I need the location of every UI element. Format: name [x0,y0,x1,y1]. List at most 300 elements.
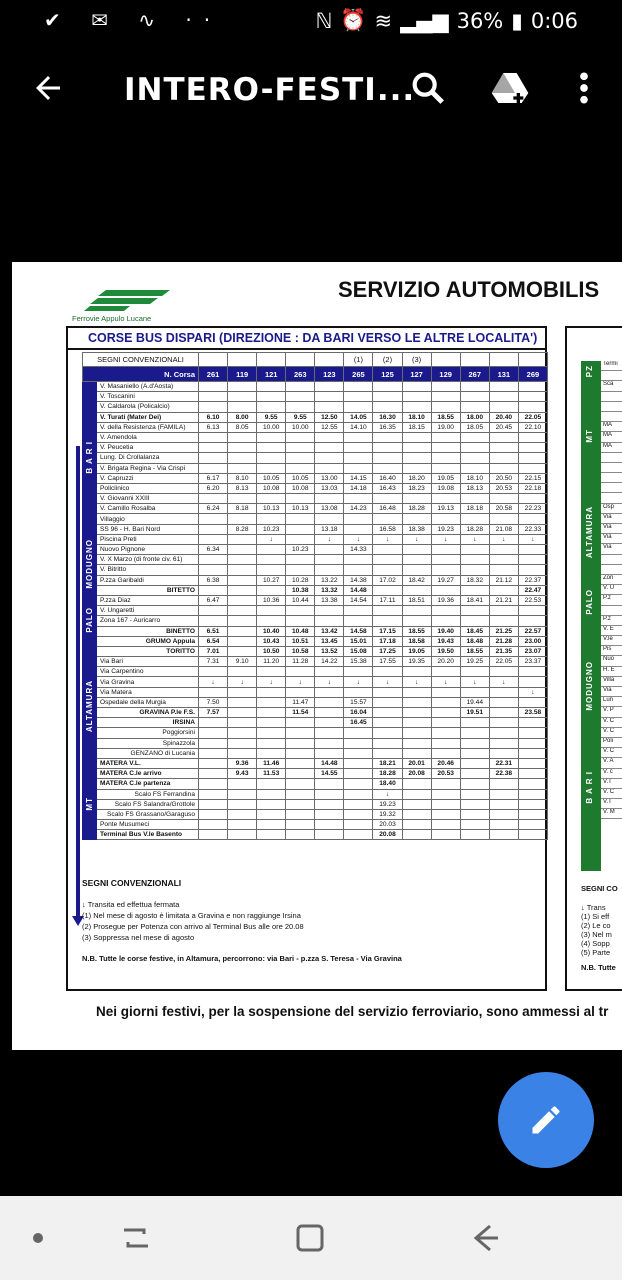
time-cell [344,555,373,565]
time-cell: 18.55 [431,412,460,422]
time-cell [344,443,373,453]
time-cell: 22.57 [518,626,547,636]
time-cell [257,606,286,616]
list-item: V. c [601,769,622,779]
corsa-number: 261 [199,367,228,382]
time-cell: 14.23 [344,504,373,514]
time-cell: 11.53 [257,769,286,779]
stop-name: Ospedale della Murgia [97,697,199,707]
time-cell: 13.42 [315,626,344,636]
timetable-panel [66,326,547,991]
time-cell [402,443,431,453]
list-item [601,606,622,616]
time-cell: 18.13 [460,483,489,493]
legend-item: ↓ Transita ed effettua fermata [82,900,180,909]
time-cell [286,606,315,616]
time-cell [228,646,257,656]
time-cell [460,718,489,728]
time-cell: 14.48 [344,585,373,595]
time-cell: ↓ [518,534,547,544]
time-cell [518,453,547,463]
time-cell [402,697,431,707]
time-cell: 19.00 [431,422,460,432]
time-cell [373,697,402,707]
table-row [83,728,548,738]
time-cell [489,738,518,748]
time-cell [286,463,315,473]
zone-cell [83,382,97,535]
search-icon[interactable] [408,68,448,108]
legend-item: (3) Nel m [581,930,612,939]
time-cell: 15.01 [344,636,373,646]
time-cell: 16.40 [373,473,402,483]
time-cell [489,697,518,707]
time-cell: 7.50 [199,697,228,707]
time-cell [199,392,228,402]
time-cell [286,789,315,799]
stop-name: SS 96 - H. Bari Nord [97,524,199,534]
time-cell [315,809,344,819]
stop-name: Scalo FS Salandra/Grottole [97,799,199,809]
stop-name: V. Caldarola (Policalcio) [97,402,199,412]
time-cell: ↓ [199,677,228,687]
time-cell [315,789,344,799]
table-row [83,758,548,768]
time-cell: 9.55 [286,412,315,422]
table-row [83,534,548,544]
time-cell: 20.20 [431,657,460,667]
stop-name: P.zza Garibaldi [97,575,199,585]
time-cell [460,738,489,748]
time-cell [344,830,373,840]
signal-icon: ▂▄▆ [400,8,449,33]
time-cell: 8.05 [228,422,257,432]
table-row [83,382,548,392]
time-cell [344,463,373,473]
time-cell [460,667,489,677]
time-cell: 22.31 [489,758,518,768]
time-cell [373,402,402,412]
time-cell: ↓ [402,677,431,687]
time-cell: 18.42 [402,575,431,585]
time-cell [228,392,257,402]
time-cell [431,402,460,412]
time-cell [344,667,373,677]
legend-item: ↓ Trans [581,903,606,912]
time-cell [286,809,315,819]
time-cell [257,453,286,463]
time-cell [257,463,286,473]
time-cell [315,402,344,412]
time-cell [402,708,431,718]
time-cell [228,402,257,412]
list-item: Osp [601,504,622,514]
zone-cell [83,738,97,789]
time-cell [286,718,315,728]
time-cell [257,789,286,799]
time-cell [257,799,286,809]
time-cell [518,758,547,768]
time-cell [431,718,460,728]
stop-name: V. Ungaretti [97,606,199,616]
time-cell [518,494,547,504]
time-cell [373,687,402,697]
time-cell [431,687,460,697]
list-item: V. A [601,758,622,768]
corsa-number: 269 [518,367,547,382]
time-cell: 19.36 [431,595,460,605]
time-cell [315,820,344,830]
time-cell [315,545,344,555]
corsa-number: 119 [228,367,257,382]
time-cell: 11.47 [286,697,315,707]
time-cell [489,789,518,799]
second-timetable-panel [565,326,622,991]
time-cell: ↓ [373,789,402,799]
zone-label: PZ [585,365,594,378]
time-cell: ↓ [402,534,431,544]
time-cell: 10.43 [257,636,286,646]
list-item: V. P [601,707,622,717]
time-cell [460,382,489,392]
list-item: Nuo [601,656,622,666]
corsa-number: 265 [344,367,373,382]
time-cell [431,565,460,575]
home-icon[interactable] [290,1218,330,1258]
time-cell [344,687,373,697]
list-item: V.T [601,799,622,809]
time-cell: 22.05 [518,412,547,422]
zone-label: PALO [585,589,594,615]
time-cell: 16.43 [373,483,402,493]
time-cell [315,443,344,453]
corsa-number: 123 [315,367,344,382]
time-cell: 16.48 [373,504,402,514]
time-cell [460,565,489,575]
time-cell: 10.05 [257,473,286,483]
more-options-icon[interactable] [564,68,604,108]
time-cell [460,820,489,830]
legend-item: (2) Prosegue per Potenza con arrivo al Terminal Bus alle ore 20.08 [82,922,304,931]
time-cell [228,585,257,595]
time-cell [373,738,402,748]
time-cell: 23.00 [518,636,547,646]
back-arrow-icon[interactable] [30,70,66,106]
time-cell: 6.10 [199,412,228,422]
list-item: Sca [601,381,622,391]
stop-name: V. Camillo Rosalba [97,504,199,514]
time-cell [431,708,460,718]
table-row [83,779,548,789]
time-cell [257,616,286,626]
time-cell [402,514,431,524]
time-cell: 13.00 [315,473,344,483]
time-cell [228,809,257,819]
table-row [83,636,548,646]
edit-button[interactable] [498,1072,594,1168]
time-cell [460,748,489,758]
time-cell: ↓ [431,534,460,544]
table-row [83,402,548,412]
time-cell: 6.24 [199,504,228,514]
time-cell [489,718,518,728]
time-cell: 18.45 [460,626,489,636]
zone-cell [83,534,97,595]
time-cell: 18.48 [460,636,489,646]
document-page[interactable] [12,262,622,1050]
time-cell: 20.08 [402,769,431,779]
time-cell [286,524,315,534]
time-cell: 19.35 [402,657,431,667]
time-cell [489,514,518,524]
time-cell [489,708,518,718]
time-cell [344,606,373,616]
time-cell: 7.01 [199,646,228,656]
time-cell [518,779,547,789]
time-cell [199,718,228,728]
time-cell [199,514,228,524]
table-row [83,830,548,840]
time-cell: 8.18 [228,504,257,514]
time-cell [286,392,315,402]
time-cell [431,738,460,748]
time-cell: 16.04 [344,708,373,718]
time-cell: 20.50 [489,473,518,483]
stop-name: GRAVINA P.le F.S. [97,708,199,718]
time-cell [373,616,402,626]
table-row [83,494,548,504]
time-cell [373,748,402,758]
zone-cell [83,820,97,840]
stop-name: Via Matera [97,687,199,697]
time-cell [460,514,489,524]
time-cell: ↓ [286,677,315,687]
time-cell: 15.38 [344,657,373,667]
time-cell: 10.00 [286,422,315,432]
table-row [83,595,548,605]
stop-name: V. Peucetia [97,443,199,453]
time-cell: 11.46 [257,758,286,768]
time-cell [257,545,286,555]
direction-arrow-line [76,446,80,916]
time-cell [431,545,460,555]
stop-name: MATERA C.le arrivo [97,769,199,779]
time-cell: 19.32 [373,809,402,819]
table-row [83,809,548,819]
stop-name: Via Gravina [97,677,199,687]
time-cell [228,443,257,453]
zone-label: PALO [85,607,94,633]
time-cell [402,494,431,504]
time-cell [315,697,344,707]
time-cell [402,779,431,789]
time-cell [518,718,547,728]
time-cell [228,687,257,697]
time-cell: ↓ [431,677,460,687]
time-cell [489,830,518,840]
time-cell: 13.22 [315,575,344,585]
stop-name: GENZANO di Lucania [97,748,199,758]
time-cell: 18.28 [460,524,489,534]
time-cell: 18.41 [460,595,489,605]
second-legend [581,884,622,972]
time-cell: 18.05 [460,422,489,432]
time-cell [228,779,257,789]
time-cell [286,555,315,565]
time-cell [257,402,286,412]
time-cell [460,606,489,616]
time-cell: 6.17 [199,473,228,483]
notification-icons: ✔ ✉ ∿ ·· [44,8,223,32]
time-cell: 12.50 [315,412,344,422]
time-cell [315,830,344,840]
time-cell [518,565,547,575]
legend-item: (4) Sopp [581,939,610,948]
time-cell [402,555,431,565]
time-cell: ↓ [489,534,518,544]
time-cell [228,494,257,504]
time-cell: 18.55 [460,646,489,656]
list-item: Lun [601,697,622,707]
time-cell [228,708,257,718]
list-item: V. C [601,748,622,758]
time-cell [460,616,489,626]
status-bar [0,0,622,42]
time-cell: 11.28 [286,657,315,667]
time-cell: 14.55 [315,769,344,779]
stop-name: Policlinico [97,483,199,493]
table-row [83,667,548,677]
sign-cell: (3) [402,353,431,367]
time-cell: 20.46 [431,758,460,768]
time-cell [344,789,373,799]
time-cell [431,809,460,819]
time-cell: 18.38 [402,524,431,534]
time-cell [344,758,373,768]
time-cell [460,432,489,442]
time-cell: 10.23 [257,524,286,534]
time-cell [431,494,460,504]
time-cell [460,494,489,504]
ncorsa-label: N. Corsa [83,367,199,382]
time-cell [431,392,460,402]
time-cell [402,799,431,809]
time-cell [344,809,373,819]
list-item: Via [601,534,622,544]
time-cell [344,728,373,738]
table-row [83,585,548,595]
list-item: Zon [601,575,622,585]
legend-item: (2) Le co [581,921,611,930]
corsa-number: 125 [373,367,402,382]
time-cell [518,402,547,412]
zone-label: ALTAMURA [585,506,594,559]
time-cell [518,667,547,677]
time-cell: 8.13 [228,483,257,493]
time-cell [344,432,373,442]
table-row [83,789,548,799]
time-cell: 23.58 [518,708,547,718]
time-cell: ↓ [460,534,489,544]
time-cell [518,748,547,758]
list-item: H. E [601,667,622,677]
time-cell [286,830,315,840]
table-row [83,575,548,585]
time-cell [286,382,315,392]
add-to-drive-icon[interactable] [490,68,530,108]
time-cell [315,748,344,758]
time-cell [315,738,344,748]
time-cell: 12.55 [315,422,344,432]
stop-name: V. della Resistenza (FAMILA) [97,422,199,432]
list-item: P.z [601,595,622,605]
time-cell [489,616,518,626]
time-cell: 19.27 [431,575,460,585]
list-item: Villa [601,677,622,687]
sign-cell: (1) [344,353,373,367]
recent-apps-icon[interactable] [116,1218,156,1258]
document-title: INTERO-FESTI... [124,72,416,108]
time-cell [402,738,431,748]
time-cell [228,606,257,616]
time-cell [286,534,315,544]
nav-back-icon[interactable] [464,1218,504,1258]
time-cell: 6.34 [199,545,228,555]
stop-name: V. Bitritto [97,565,199,575]
stop-name: TORITTO [97,646,199,656]
time-cell: 10.48 [286,626,315,636]
time-cell [518,545,547,555]
time-cell [489,382,518,392]
time-cell [199,809,228,819]
pencil-icon [528,1102,564,1138]
stop-name: MATERA V.L. [97,758,199,768]
time-cell [402,382,431,392]
time-cell [257,514,286,524]
time-cell [460,443,489,453]
dot-icon[interactable] [18,1218,58,1258]
time-cell: 9.36 [228,758,257,768]
time-cell: 20.53 [489,483,518,493]
stop-name: V. Brigata Regina - Via Crispi [97,463,199,473]
stop-name: Lung. Di Crollalanza [97,453,199,463]
time-cell [228,667,257,677]
list-item: V. C [601,718,622,728]
time-cell [402,432,431,442]
corsa-number: 121 [257,367,286,382]
time-cell: 18.28 [373,769,402,779]
time-cell: 14.48 [315,758,344,768]
list-item: V. E [601,626,622,636]
time-cell [199,524,228,534]
time-cell [228,697,257,707]
signs-row [83,353,548,367]
time-cell [344,402,373,412]
list-item: MA [601,432,622,442]
time-cell [199,616,228,626]
time-cell [402,616,431,626]
time-cell [315,708,344,718]
legend-item: (1) Nel mese di agosto è limitata a Gravina e non raggiunge Irsina [82,911,301,920]
time-cell [460,545,489,555]
stop-name: V. Turati (Mater Dei) [97,412,199,422]
time-cell: 19.43 [431,636,460,646]
time-cell [344,748,373,758]
table-row [83,820,548,830]
time-cell [489,443,518,453]
time-cell [199,758,228,768]
list-item: P.z [601,616,622,626]
